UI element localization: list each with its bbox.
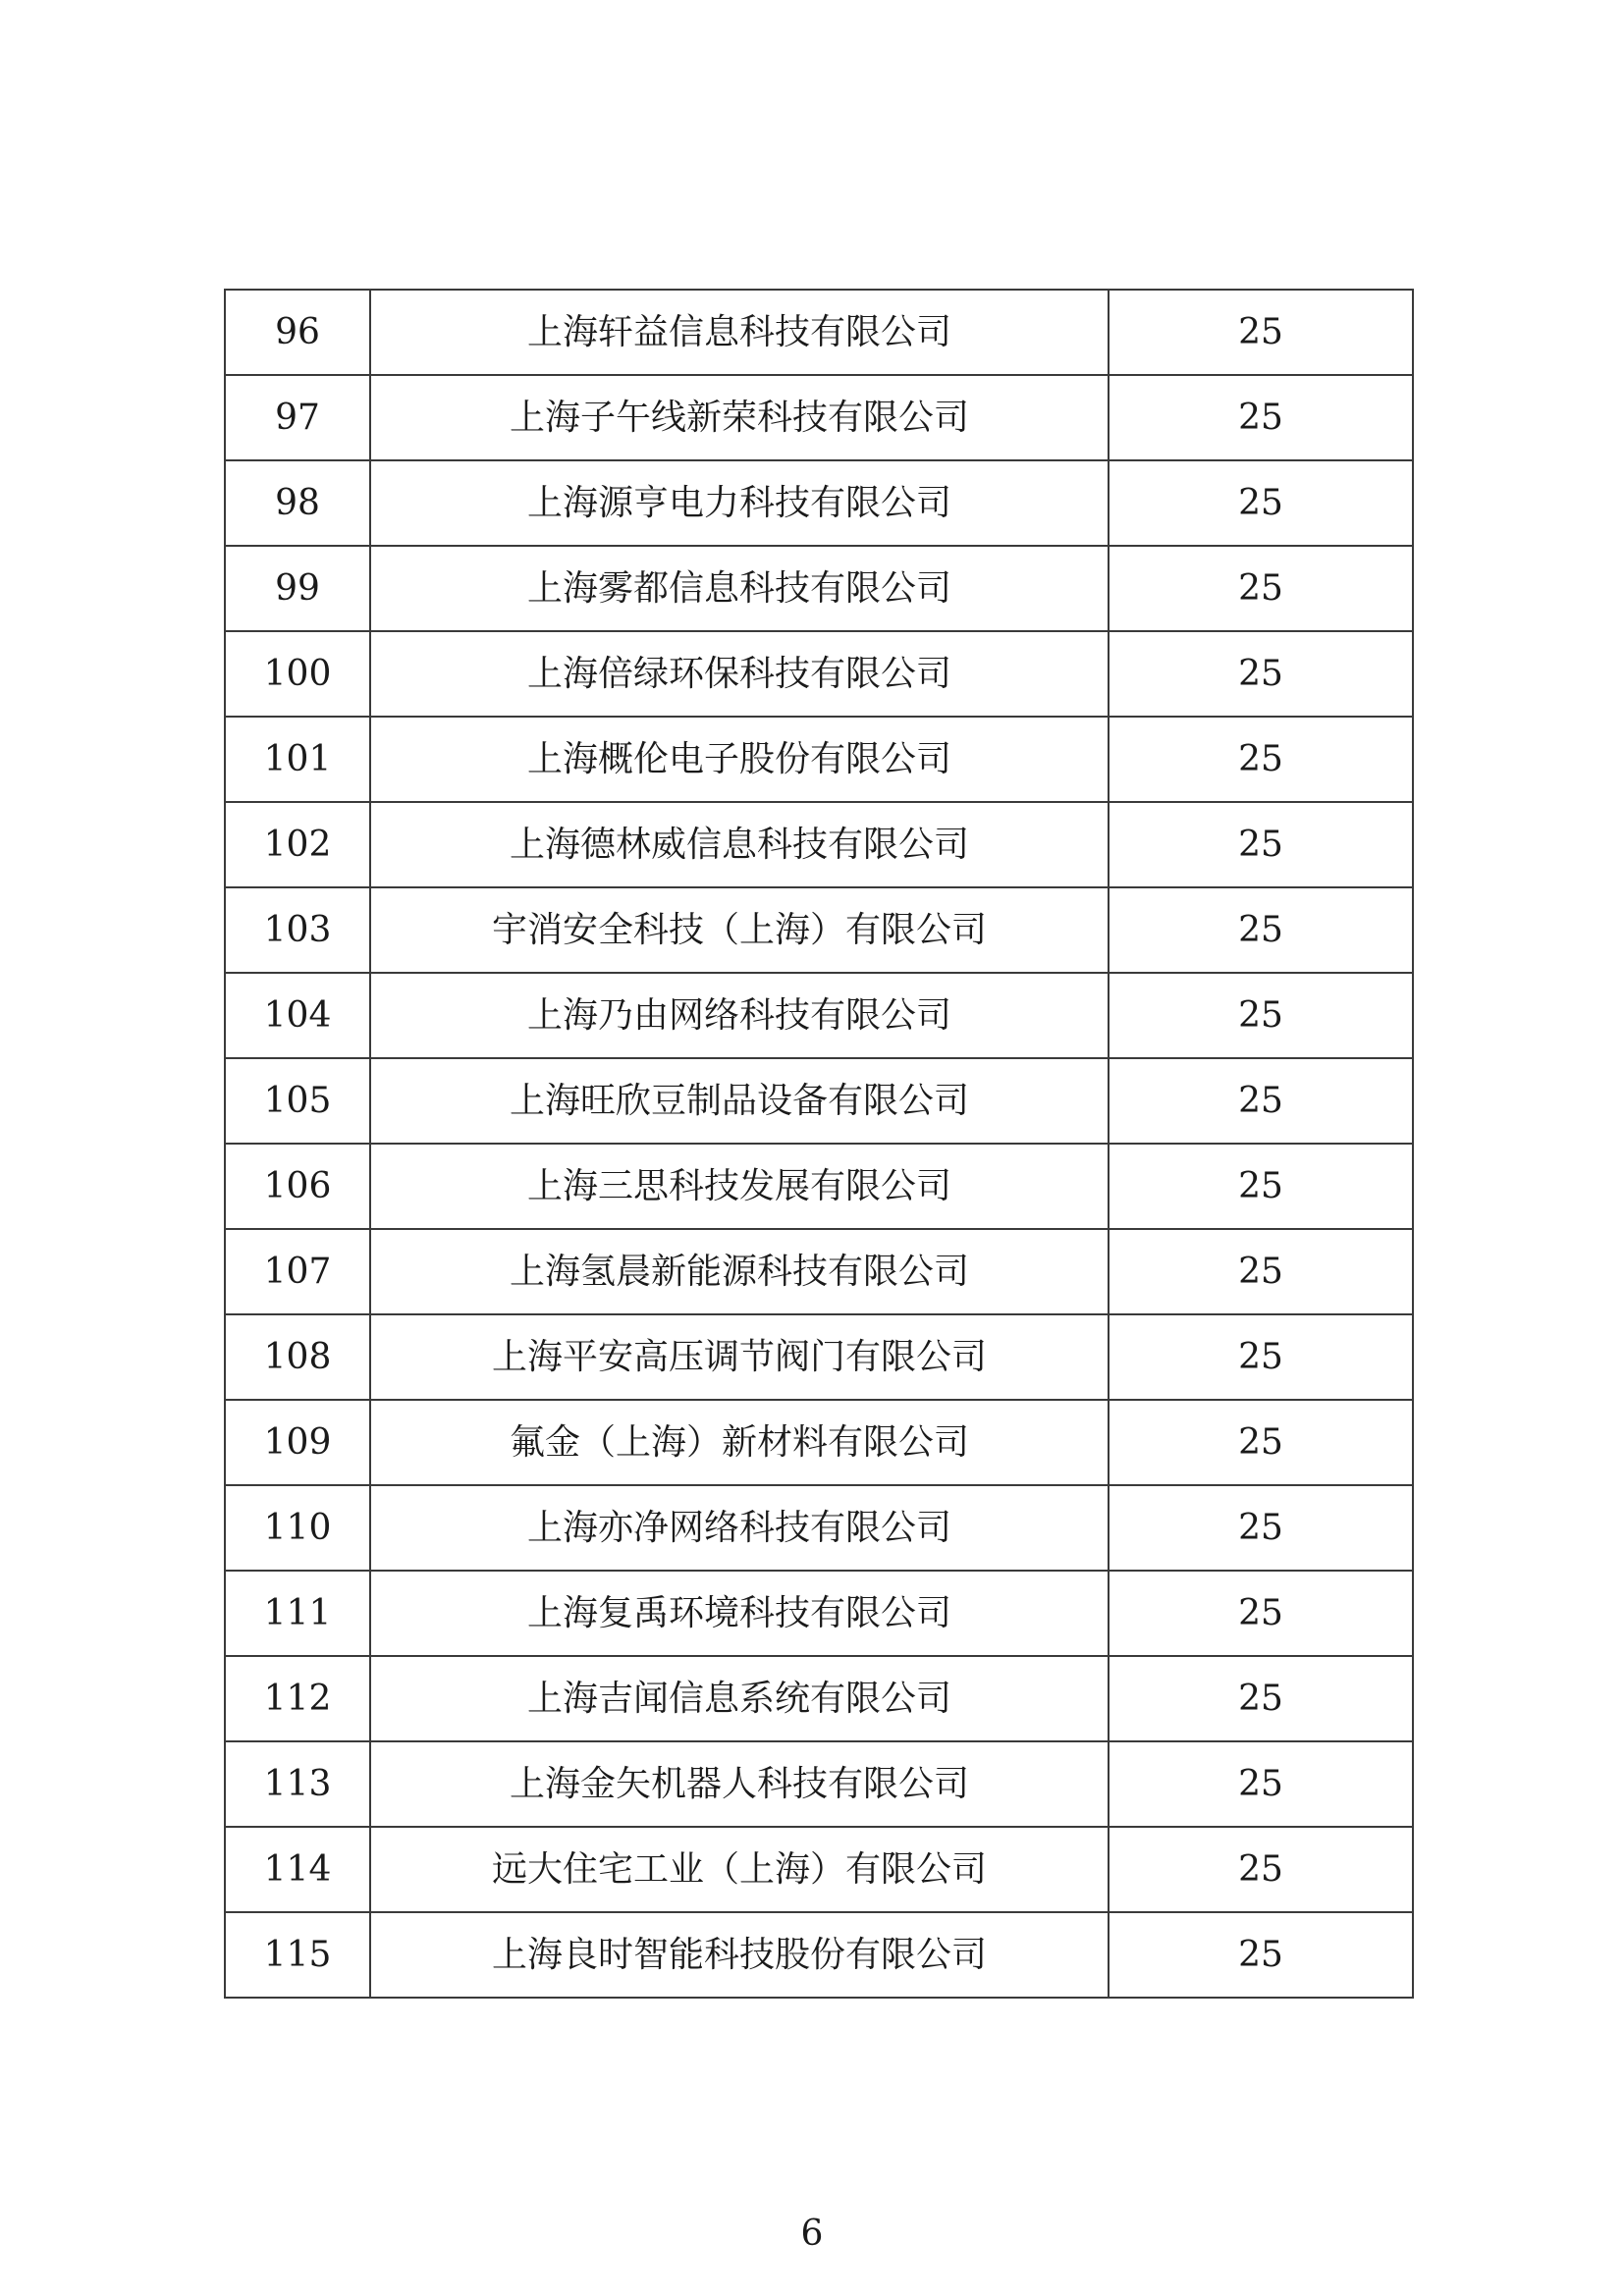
table-row bbox=[225, 460, 1413, 546]
table-row bbox=[225, 1827, 1413, 1912]
row-number: 112 bbox=[225, 1656, 370, 1741]
score-cell: 25 bbox=[1109, 1314, 1413, 1400]
company-table-body bbox=[225, 290, 1413, 1998]
table-row bbox=[225, 717, 1413, 802]
row-number: 113 bbox=[225, 1741, 370, 1827]
company-table bbox=[224, 289, 1414, 1999]
row-number: 109 bbox=[225, 1400, 370, 1485]
score-cell: 25 bbox=[1109, 1485, 1413, 1571]
row-number: 107 bbox=[225, 1229, 370, 1314]
table-row bbox=[225, 1229, 1413, 1314]
table-row bbox=[225, 1144, 1413, 1229]
score-cell: 25 bbox=[1109, 1912, 1413, 1998]
table-row bbox=[225, 973, 1413, 1058]
table-row bbox=[225, 802, 1413, 887]
table-row bbox=[225, 887, 1413, 973]
row-number: 106 bbox=[225, 1144, 370, 1229]
company-name: 上海源亨电力科技有限公司 bbox=[370, 460, 1109, 546]
row-number: 105 bbox=[225, 1058, 370, 1144]
table-row bbox=[225, 375, 1413, 460]
score-cell: 25 bbox=[1109, 1400, 1413, 1485]
company-name: 上海金矢机器人科技有限公司 bbox=[370, 1741, 1109, 1827]
page-number: 6 bbox=[800, 2214, 824, 2254]
row-number: 115 bbox=[225, 1912, 370, 1998]
row-number: 114 bbox=[225, 1827, 370, 1912]
row-number: 97 bbox=[225, 375, 370, 460]
score-cell: 25 bbox=[1109, 1144, 1413, 1229]
table-row bbox=[225, 1656, 1413, 1741]
score-cell: 25 bbox=[1109, 546, 1413, 631]
score-cell: 25 bbox=[1109, 887, 1413, 973]
row-number: 98 bbox=[225, 460, 370, 546]
table-row bbox=[225, 1314, 1413, 1400]
table-row bbox=[225, 1741, 1413, 1827]
score-cell: 25 bbox=[1109, 1827, 1413, 1912]
row-number: 96 bbox=[225, 290, 370, 375]
row-number: 104 bbox=[225, 973, 370, 1058]
company-name: 上海子午线新荣科技有限公司 bbox=[370, 375, 1109, 460]
row-number: 99 bbox=[225, 546, 370, 631]
score-cell: 25 bbox=[1109, 1571, 1413, 1656]
score-cell: 25 bbox=[1109, 290, 1413, 375]
company-name: 上海平安高压调节阀门有限公司 bbox=[370, 1314, 1109, 1400]
company-name: 上海三思科技发展有限公司 bbox=[370, 1144, 1109, 1229]
table-row bbox=[225, 631, 1413, 717]
score-cell: 25 bbox=[1109, 1229, 1413, 1314]
company-name: 上海乃由网络科技有限公司 bbox=[370, 973, 1109, 1058]
company-name: 上海亦净网络科技有限公司 bbox=[370, 1485, 1109, 1571]
row-number: 101 bbox=[225, 717, 370, 802]
company-name: 上海氢晨新能源科技有限公司 bbox=[370, 1229, 1109, 1314]
table-row bbox=[225, 1485, 1413, 1571]
score-cell: 25 bbox=[1109, 973, 1413, 1058]
company-name: 氟金（上海）新材料有限公司 bbox=[370, 1400, 1109, 1485]
row-number: 100 bbox=[225, 631, 370, 717]
row-number: 108 bbox=[225, 1314, 370, 1400]
table-row bbox=[225, 1400, 1413, 1485]
score-cell: 25 bbox=[1109, 375, 1413, 460]
company-name: 上海概伦电子股份有限公司 bbox=[370, 717, 1109, 802]
score-cell: 25 bbox=[1109, 802, 1413, 887]
row-number: 102 bbox=[225, 802, 370, 887]
score-cell: 25 bbox=[1109, 717, 1413, 802]
score-cell: 25 bbox=[1109, 1741, 1413, 1827]
company-name: 上海轩益信息科技有限公司 bbox=[370, 290, 1109, 375]
table-row bbox=[225, 1058, 1413, 1144]
company-name: 上海雾都信息科技有限公司 bbox=[370, 546, 1109, 631]
company-name: 上海复禹环境科技有限公司 bbox=[370, 1571, 1109, 1656]
score-cell: 25 bbox=[1109, 1058, 1413, 1144]
company-name: 上海良时智能科技股份有限公司 bbox=[370, 1912, 1109, 1998]
row-number: 103 bbox=[225, 887, 370, 973]
table-row bbox=[225, 546, 1413, 631]
company-name: 远大住宅工业（上海）有限公司 bbox=[370, 1827, 1109, 1912]
score-cell: 25 bbox=[1109, 631, 1413, 717]
row-number: 110 bbox=[225, 1485, 370, 1571]
score-cell: 25 bbox=[1109, 460, 1413, 546]
row-number: 111 bbox=[225, 1571, 370, 1656]
company-name: 上海旺欣豆制品设备有限公司 bbox=[370, 1058, 1109, 1144]
company-name: 上海吉闻信息系统有限公司 bbox=[370, 1656, 1109, 1741]
company-name: 上海倍绿环保科技有限公司 bbox=[370, 631, 1109, 717]
table-row bbox=[225, 1912, 1413, 1998]
company-name: 宇消安全科技（上海）有限公司 bbox=[370, 887, 1109, 973]
company-name: 上海德林威信息科技有限公司 bbox=[370, 802, 1109, 887]
table-row bbox=[225, 290, 1413, 375]
table-row bbox=[225, 1571, 1413, 1656]
score-cell: 25 bbox=[1109, 1656, 1413, 1741]
